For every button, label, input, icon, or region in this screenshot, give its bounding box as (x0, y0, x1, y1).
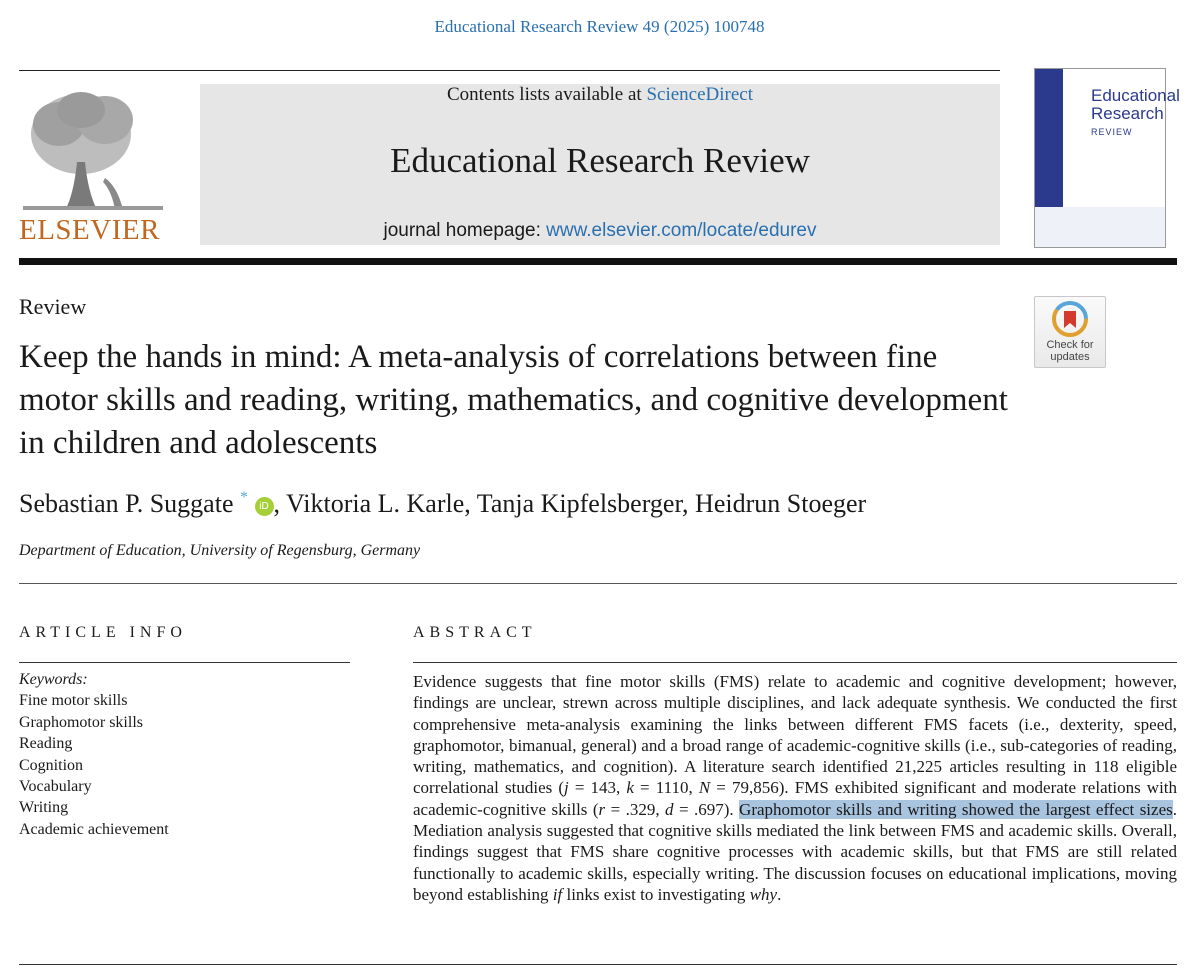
divider-rule (19, 583, 1177, 584)
journal-citation[interactable]: Educational Research Review 49 (2025) 100748 (434, 17, 765, 36)
emphasis-if: if (552, 884, 563, 904)
cover-title-line2: Research (1091, 104, 1164, 123)
abstract-part: = .329, (605, 799, 666, 819)
keyword-item: Writing (19, 799, 69, 817)
cover-title (1091, 87, 1180, 123)
cover-subtitle: REVIEW (1091, 127, 1133, 137)
check-updates-label (1035, 339, 1105, 363)
abstract-part: Evidence suggests that fine motor skills (FMS) relate to academic and cognitive development; however, findings are unclear, strewn across multiple disciplines, and lack adequate synthesis. We conducted the first comprehensive meta-analysis examining the links between different FMS facets (i.e., dexterity, speed, graphomotor, bimanual, general) and a broad range of academic-cognitive skills (i.e., sub-categories of reading, writing, mathematics, and cognition). A literature search identified 21,225 articles resulting in 118 eligible correlational studies ( (413, 672, 1177, 798)
homepage-line (200, 220, 1000, 242)
abstract-part: . Mediation analysis suggested that cognitive skills mediated the link between FMS and academic skills. Overall, findings suggest that FMS share cognitive processes with academic skills, but that FMS are still related functionally to academic skills, especially writing. The discussion focuses on educational implications, moving beyond establishing (413, 799, 1177, 904)
journal-cover[interactable] (1034, 68, 1180, 248)
abstract-part: = 143, (568, 778, 627, 798)
homepage-prefix: journal homepage: (383, 220, 547, 241)
keyword-item: Fine motor skills (19, 692, 128, 710)
abstract-text (413, 671, 1177, 905)
stat-var-r: r (598, 799, 606, 819)
emphasis-why: why (749, 884, 778, 904)
stat-var-j: j (564, 778, 569, 798)
keyword-item: Vocabulary (19, 778, 92, 796)
abstract-part: = 79,856). FMS exhibited significant and moderate relations with academic-cognitive skills ( (413, 778, 1178, 819)
homepage-link[interactable]: www.elsevier.com/locate/edurev (546, 220, 817, 241)
article-info-rule (19, 662, 350, 663)
author-name[interactable]: Sebastian P. Suggate (19, 489, 234, 518)
keyword-item: Graphomotor skills (19, 713, 143, 731)
journal-name: Educational Research Review (390, 141, 810, 180)
contents-line (200, 84, 1000, 106)
sciencedirect-link[interactable]: ScienceDirect (646, 84, 754, 105)
elsevier-wordmark: ELSEVIER (19, 214, 160, 246)
bottom-rule (19, 964, 1177, 965)
stat-var-d: d (665, 799, 674, 819)
cover-footer (1035, 207, 1165, 247)
check-updates-icon (1035, 297, 1105, 339)
abstract-part: = .697). (673, 799, 740, 819)
abstract-heading: ABSTRACT (413, 624, 537, 641)
abstract-rule (413, 662, 1177, 663)
keyword-item: Cognition (19, 756, 84, 774)
author-list (19, 489, 866, 519)
keyword-item: Reading (19, 735, 73, 753)
abstract-part: = 1110, (633, 778, 699, 798)
article-type: Review (19, 294, 87, 319)
abstract-part: links exist to investigating (562, 884, 750, 904)
affiliation: Department of Education, University of Regensburg, Germany (19, 542, 421, 559)
stat-var-n: N (698, 778, 711, 798)
keywords-block (19, 669, 169, 840)
keyword-item: Academic achievement (19, 820, 169, 838)
top-rule (19, 70, 1000, 71)
orcid-icon[interactable]: iD (255, 497, 274, 516)
article-info-heading: ARTICLE INFO (19, 624, 187, 641)
check-updates-line1: Check for (1046, 339, 1094, 351)
contents-prefix: Contents lists available at (446, 84, 647, 105)
highlighted-selection[interactable]: Graphomotor skills and writing showed the largest effect sizes (739, 799, 1173, 819)
stat-var-k: k (626, 778, 634, 798)
corresponding-author-mark[interactable]: * (240, 489, 248, 506)
check-updates-line2: updates (1050, 351, 1090, 363)
abstract-part: . (777, 884, 782, 904)
check-for-updates-button[interactable] (1034, 296, 1106, 368)
other-authors: , Viktoria L. Karle, Tanja Kipfelsberger, Heidrun Stoeger (273, 489, 867, 518)
cover-title-line1: Educational (1091, 86, 1180, 105)
header-thick-rule (19, 258, 1177, 265)
article-title: Keep the hands in mind: A meta-analysis of correlations between fine motor skills and reading, writing, mathematics, and cognitive development in children and adolescents (19, 339, 1008, 461)
keywords-label: Keywords: (19, 671, 88, 688)
